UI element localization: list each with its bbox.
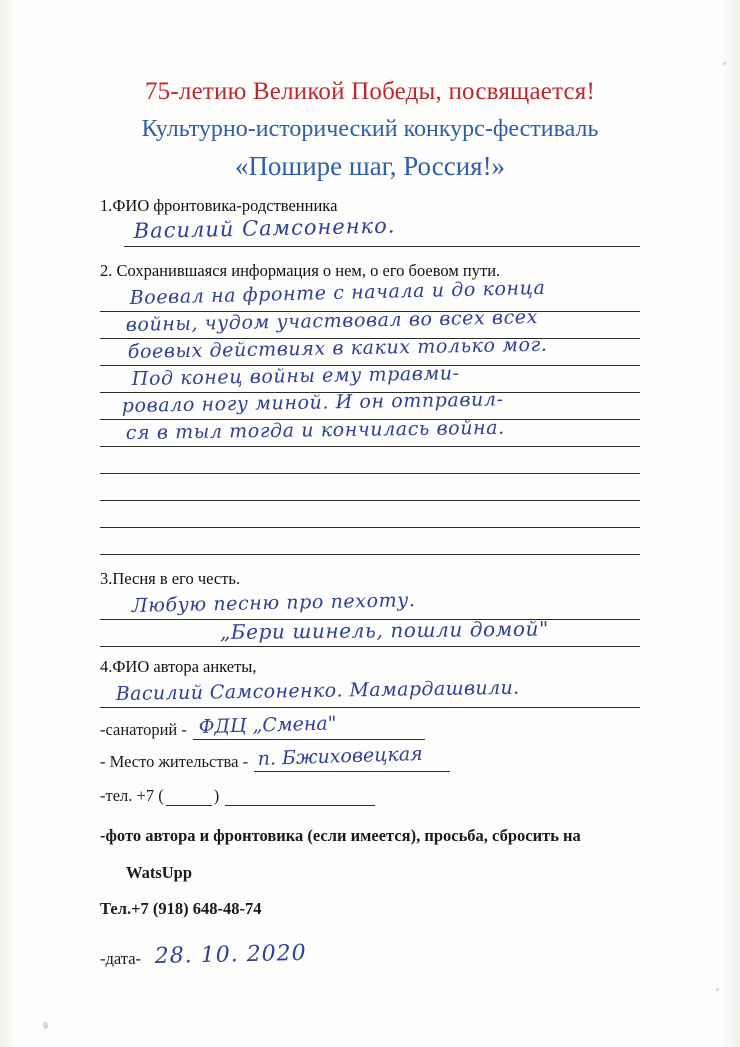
phone-label: -тел. +7 (: [100, 786, 164, 805]
answer-lines-q2: [100, 276, 640, 555]
answer-line: [100, 388, 640, 420]
phone-area-code-input[interactable]: [166, 787, 212, 806]
question-3-label: 3.Песня в его честь.: [100, 569, 241, 588]
answer-lines-q3: [100, 589, 640, 647]
residence-label: - Место жительства -: [100, 752, 249, 771]
scan-speck: [43, 1022, 48, 1029]
sanatorium-input[interactable]: [193, 712, 425, 740]
handwriting-date-value: 28. 10. 2020: [154, 940, 307, 969]
handwriting-q1-answer: Василий Самсоненко.: [133, 213, 396, 243]
date-field-row: [100, 935, 640, 969]
handwriting-q2-line3: боевых действиях в каких только мог.: [127, 333, 548, 363]
residence-input[interactable]: [254, 742, 450, 772]
handwriting-q2-line6: ся в тыл тогда и кончилась война.: [125, 416, 505, 444]
handwriting-q4-answer: Василий Самсоненко. Мамардашвили.: [115, 676, 520, 705]
answer-line: [100, 362, 640, 393]
handwriting-residence-value: п. Бжиховецкая: [257, 742, 424, 770]
handwriting-q3-line1: Любую песню про пехоту.: [131, 589, 416, 617]
sanatorium-field-row: [100, 712, 640, 740]
handwriting-q2-line5: ровало ногу миной. И он отправил-: [121, 388, 504, 417]
answer-line: [100, 528, 640, 555]
phone-field-row: [100, 786, 640, 806]
handwriting-q2-line4: Под конец войны ему травми-: [131, 362, 460, 390]
messenger-name: WatsUpp: [126, 862, 193, 882]
date-input[interactable]: [141, 940, 341, 969]
answer-line: [100, 676, 640, 708]
answer-lines-q1: [100, 213, 640, 247]
heading-festival-subtitle: Культурно-исторический конкурс-фестиваль: [141, 116, 599, 142]
question-1-label: 1.ФИО фронтовика-родственника: [100, 196, 338, 215]
answer-lines-q4: [100, 676, 640, 708]
contact-phone: Тел.+7 (918) 648-48-74: [100, 898, 262, 918]
answer-line: [100, 474, 640, 501]
scan-speck: [716, 988, 719, 991]
date-label: -дата-: [100, 949, 142, 968]
question-4-label: 4.ФИО автора анкеты,: [100, 657, 257, 676]
phone-number-input[interactable]: [225, 787, 375, 806]
handwriting-q3-line2: „Бери шинель, пошли домой": [219, 616, 549, 644]
question-2-label: 2. Сохранившаяся информация о нем, о его боевом пути.: [100, 261, 501, 280]
answer-line: [100, 501, 640, 528]
answer-line: [100, 333, 640, 366]
answer-line: [100, 416, 640, 447]
sanatorium-label: -санаторий -: [100, 720, 187, 739]
handwriting-q2-line1: Воевал на фронте с начала и до конца: [129, 276, 546, 309]
phone-paren-close: ): [213, 786, 220, 805]
handwriting-sanatorium-value: ФДЦ „Смена": [198, 712, 337, 738]
answer-line: [100, 306, 640, 339]
answer-line: [124, 213, 640, 247]
answer-line: [100, 447, 640, 474]
residence-field-row: [100, 742, 640, 772]
photo-request-note: -фото автора и фронтовика (если имеется), просьба, сбросить на: [100, 826, 581, 845]
answer-line: [100, 616, 640, 647]
handwriting-q2-line2: войны, чудом участвовал во всех всех: [125, 306, 539, 336]
answer-line: [100, 276, 640, 312]
answer-line: [100, 589, 640, 620]
heading-festival-name: «Пошире шаг, Россия!»: [234, 151, 506, 181]
heading-anniversary: 75-летию Великой Победы, посвящается!: [144, 78, 596, 105]
